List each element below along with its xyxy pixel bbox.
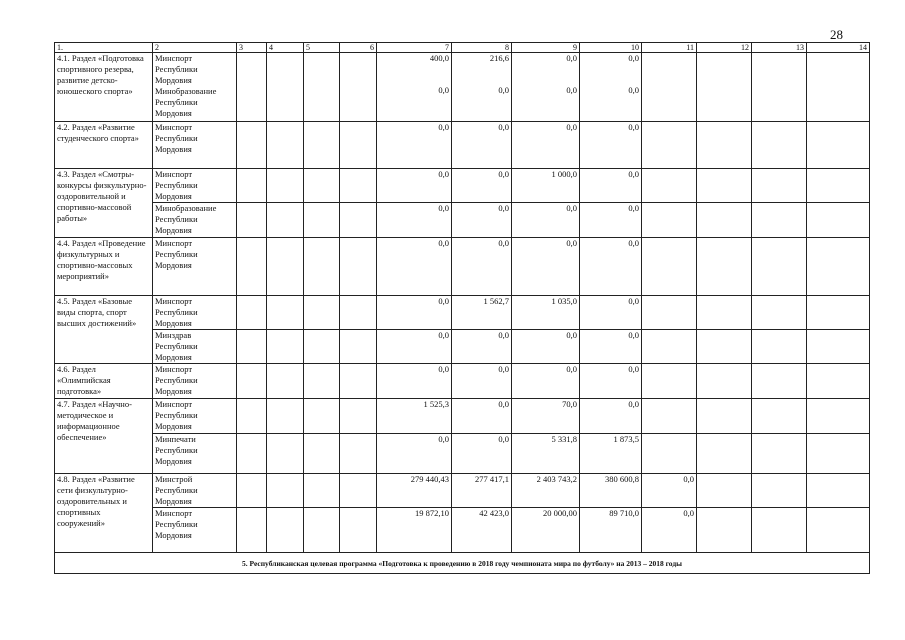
value-cell: 0,0 0,0 [512, 53, 580, 122]
executor-name: Минспорт Республики Мордовия [153, 508, 237, 553]
column-header: 12 [697, 43, 752, 53]
value-cell: 2 403 743,2 [512, 474, 580, 508]
column-header: 14 [807, 43, 870, 53]
column-header: 11 [642, 43, 697, 53]
table-row [55, 53, 870, 122]
footer-row [55, 553, 870, 574]
value-cell: 0,0 [580, 399, 642, 434]
value-cell: 70,0 [512, 399, 580, 434]
value-cell: 279 440,43 [377, 474, 452, 508]
table-row [55, 122, 870, 169]
column-header: 9 [512, 43, 580, 53]
value-cell: 0,0 0,0 [580, 53, 642, 122]
table-row [55, 330, 870, 364]
column-header: 4 [267, 43, 304, 53]
section-title: 4.2. Раздел «Развитие студенческого спорта» [55, 122, 153, 169]
value-cell: 0,0 [452, 203, 512, 238]
value-cell: 0,0 [377, 330, 452, 364]
value-cell: 0,0 [377, 238, 452, 296]
column-header: 8 [452, 43, 512, 53]
column-header: 10 [580, 43, 642, 53]
value-cell: 277 417,1 [452, 474, 512, 508]
value-cell: 0,0 [377, 434, 452, 474]
table-row [55, 434, 870, 474]
executor-name: Минспорт Республики Мордовия [153, 169, 237, 203]
executor-name: Минстрой Республики Мордовия [153, 474, 237, 508]
value-cell: 0,0 [580, 330, 642, 364]
value-cell: 1 562,7 [452, 296, 512, 330]
column-header: 1. [55, 43, 153, 53]
program-title: 5. Республиканская целевая программа «Подготовка к проведению в 2018 году чемпионата мира по футболу» на 2013 – 2018 годы [55, 553, 870, 574]
column-header: 13 [752, 43, 807, 53]
value-cell: 0,0 [377, 122, 452, 169]
table-row [55, 399, 870, 434]
value-cell: 0,0 [642, 508, 697, 553]
value-cell: 89 710,0 [580, 508, 642, 553]
column-header: 2 [153, 43, 237, 53]
value-cell: 0,0 [642, 474, 697, 508]
value-cell: 0,0 [377, 169, 452, 203]
value-cell: 400,0 0,0 [377, 53, 452, 122]
executor-name: Минздрав Республики Мордовия [153, 330, 237, 364]
section-title: 4.3. Раздел «Смотры-конкурсы физкультурно-оздоровительной и спортивно-массовой работы» [55, 169, 153, 238]
value-cell: 0,0 [580, 364, 642, 399]
table-row [55, 364, 870, 399]
value-cell: 0,0 [452, 399, 512, 434]
table-row [55, 508, 870, 553]
value-cell: 0,0 [512, 203, 580, 238]
executor-name: Минспорт Республики Мордовия [153, 296, 237, 330]
column-header: 5 [304, 43, 340, 53]
section-title: 4.5. Раздел «Базовые виды спорта, спорт высших достижений» [55, 296, 153, 364]
value-cell: 0,0 [377, 296, 452, 330]
value-cell: 0,0 [377, 364, 452, 399]
value-cell: 0,0 [580, 238, 642, 296]
executor-name: Минспорт Республики Мордовия [153, 364, 237, 399]
page-number: 28 [830, 27, 843, 42]
table-row [55, 203, 870, 238]
executor-name: Минспорт Республики Мордовия [155, 53, 198, 85]
value-cell: 0,0 [512, 238, 580, 296]
value-cell: 0,0 [580, 296, 642, 330]
value-cell: 0,0 [580, 203, 642, 238]
column-header: 3 [237, 43, 267, 53]
executor-name: Минспорт Республики Мордовия [153, 399, 237, 434]
executor-name: Минобразование Республики Мордовия [153, 203, 237, 238]
value-cell: 1 873,5 [580, 434, 642, 474]
value-cell: 0,0 [452, 434, 512, 474]
section-title: 4.8. Раздел «Развитие сети физкультурно-оздоровительных и спортивных сооружений» [55, 474, 153, 553]
table-row [55, 474, 870, 508]
column-header: 7 [377, 43, 452, 53]
section-title: 4.1. Раздел «Подготовка спортивного резерва, развитие детско-юношеского спорта» [55, 53, 153, 122]
section-title: 4.6. Раздел «Олимпийская подготовка» [55, 364, 153, 399]
budget-table [54, 42, 870, 574]
table-row [55, 169, 870, 203]
executor-name: Минобразование Республики Мордовия [155, 86, 217, 118]
value-cell: 42 423,0 [452, 508, 512, 553]
value-cell: 0,0 [452, 238, 512, 296]
section-title: 4.4. Раздел «Проведение физкультурных и спортивно-массовых мероприятий» [55, 238, 153, 296]
value-cell: 0,0 [512, 122, 580, 169]
executor-name: Минспорт Республики Мордовия [153, 238, 237, 296]
column-header-row [55, 43, 870, 53]
value-cell: 380 600,8 [580, 474, 642, 508]
value-cell: 0,0 [452, 122, 512, 169]
table-row [55, 296, 870, 330]
executor-cell [153, 53, 237, 122]
value-cell: 0,0 [452, 330, 512, 364]
value-cell: 216,6 0,0 [452, 53, 512, 122]
value-cell: 0,0 [452, 169, 512, 203]
table-row [55, 238, 870, 296]
value-cell: 0,0 [377, 203, 452, 238]
section-title: 4.7. Раздел «Научно-методическое и информационное обеспечение» [55, 399, 153, 474]
executor-name: Минспорт Республики Мордовия [153, 122, 237, 169]
value-cell: 0,0 [512, 330, 580, 364]
value-cell: 0,0 [512, 364, 580, 399]
column-header: 6 [340, 43, 377, 53]
value-cell: 1 525,3 [377, 399, 452, 434]
executor-name: Минпечати Республики Мордовия [153, 434, 237, 474]
value-cell: 20 000,00 [512, 508, 580, 553]
value-cell: 0,0 [580, 122, 642, 169]
value-cell: 1 000,0 [512, 169, 580, 203]
value-cell: 5 331,8 [512, 434, 580, 474]
value-cell: 0,0 [580, 169, 642, 203]
value-cell: 0,0 [452, 364, 512, 399]
value-cell: 1 035,0 [512, 296, 580, 330]
value-cell: 19 872,10 [377, 508, 452, 553]
